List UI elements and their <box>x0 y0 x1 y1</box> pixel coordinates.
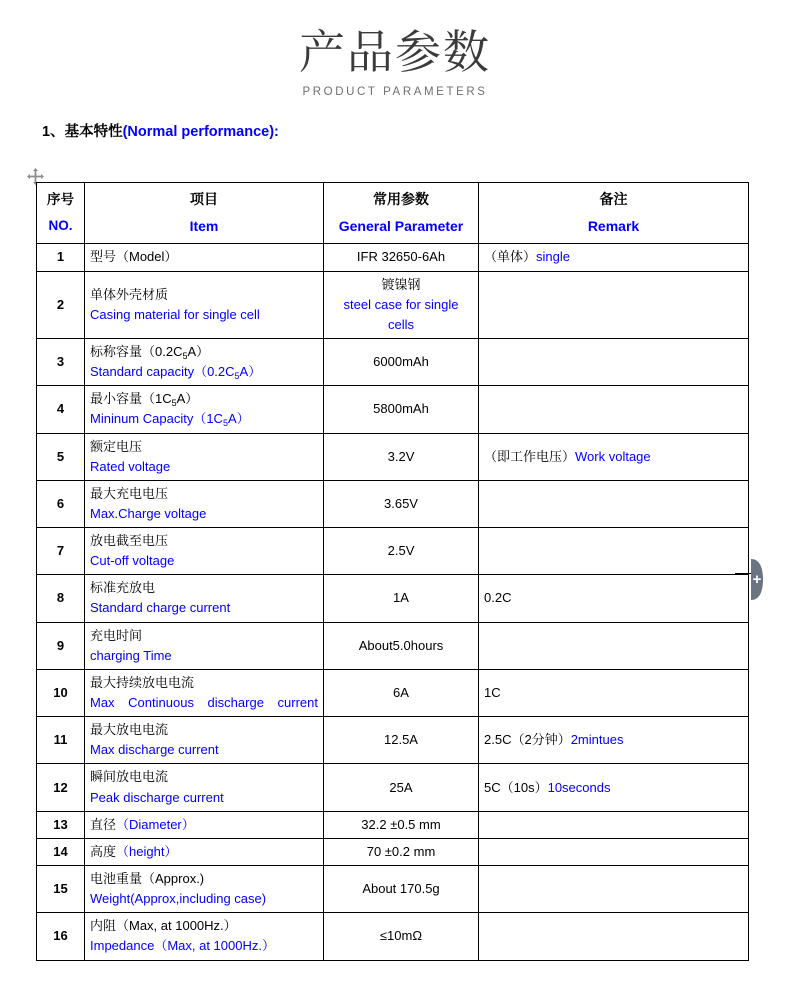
row-item <box>85 386 324 433</box>
row-parameter: About 170.5g <box>324 866 479 913</box>
section-heading-cn: 1、基本特性 <box>42 123 123 140</box>
row-remark-cn: 5C（10s） <box>484 779 548 795</box>
table-row <box>37 480 749 527</box>
row-remark-cn: （单体） <box>484 249 537 265</box>
row-parameter: 1A <box>324 575 479 622</box>
row-item-en: Impedance（Max, at 1000Hz.） <box>90 938 275 954</box>
row-item-cn: 型号（Model） <box>90 249 178 265</box>
table-row <box>37 669 749 716</box>
row-item-cn: 最大充电电压 <box>90 485 169 501</box>
row-item <box>85 528 324 575</box>
table-row <box>37 271 749 338</box>
row-parameter: 6000mAh <box>324 338 479 385</box>
row-no: 4 <box>37 386 85 433</box>
insert-column-button[interactable] <box>749 559 765 600</box>
row-remark-cn: （即工作电压） <box>484 448 576 464</box>
row-item-cn: 瞬间放电电流 <box>90 769 169 785</box>
table-row <box>37 622 749 669</box>
table-row <box>37 433 749 480</box>
table-row <box>37 575 749 622</box>
row-item-cn: 直径 <box>90 816 117 832</box>
row-parameter: 12.5A <box>324 717 479 764</box>
header-cell-item <box>85 183 324 244</box>
header-remark-cn: 备注 <box>599 191 628 207</box>
row-item-en: Weight(Approx,including case) <box>90 891 267 907</box>
row-item <box>85 480 324 527</box>
row-no: 16 <box>37 913 85 960</box>
row-no: 8 <box>37 575 85 622</box>
row-item-en: charging Time <box>90 647 172 663</box>
row-parameter: 70 ±0.2 mm <box>324 838 479 865</box>
spec-table-body <box>37 183 749 961</box>
row-item <box>85 575 324 622</box>
table-row <box>37 338 749 385</box>
row-item <box>85 866 324 913</box>
row-no: 10 <box>37 669 85 716</box>
row-item <box>85 433 324 480</box>
page-subtitle: PRODUCT PARAMETERS <box>302 85 488 98</box>
row-item-cn: 标准充放电 <box>90 580 156 596</box>
table-row <box>37 244 749 271</box>
spec-table-container <box>36 182 748 961</box>
header-parameter-en: General Parameter <box>338 217 464 234</box>
plus-icon: + <box>752 571 762 588</box>
row-remark <box>479 244 749 271</box>
header-item-en: Item <box>189 217 219 234</box>
row-item-en: Peak discharge current <box>90 789 224 805</box>
row-item-cn: 内阻（Max, at 1000Hz.） <box>90 918 237 934</box>
row-remark-en: 2mintues <box>570 732 624 748</box>
row-parameter: 5800mAh <box>324 386 479 433</box>
table-header-row <box>37 183 749 244</box>
table-row <box>37 913 749 960</box>
row-remark-cn: 2.5C（2分钟） <box>484 732 571 748</box>
row-item-cn: 额定电压 <box>90 438 143 454</box>
header-item-cn: 项目 <box>190 191 218 207</box>
page-header <box>0 0 790 98</box>
row-item-en: Max Continuous discharge current <box>90 695 318 711</box>
row-parameter: About5.0hours <box>324 622 479 669</box>
row-no: 12 <box>37 764 85 811</box>
section-heading-en: (Normal performance): <box>122 123 279 140</box>
header-cell-no <box>37 183 85 244</box>
row-no: 13 <box>37 811 85 838</box>
row-remark <box>479 433 749 480</box>
header-cell-remark <box>479 183 749 244</box>
table-row <box>37 386 749 433</box>
row-no: 6 <box>37 480 85 527</box>
row-remark <box>479 338 749 385</box>
row-item-en: Max.Charge voltage <box>90 505 207 521</box>
table-row <box>37 811 749 838</box>
table-row <box>37 717 749 764</box>
row-item-en: Mininum $Capacity(1C_5A)$ <box>90 411 250 429</box>
row-remark <box>479 866 749 913</box>
row-parameter-en: steel case for single cells <box>343 296 459 332</box>
row-item <box>85 244 324 271</box>
row-item-en: （Diameter） <box>116 816 195 832</box>
row-item-cn: 高度 <box>90 843 117 859</box>
row-remark: 0.2C <box>479 575 749 622</box>
row-item-en: Max discharge current <box>90 742 219 758</box>
row-remark <box>479 838 749 865</box>
row-no: 11 <box>37 717 85 764</box>
header-remark-en: Remark <box>587 217 640 234</box>
row-parameter: 6A <box>324 669 479 716</box>
page-title: 产品参数 <box>299 25 491 79</box>
row-remark-en: 10seconds <box>547 779 611 795</box>
row-item-cn: 最大持续放电电流 <box>90 674 195 690</box>
row-item <box>85 338 324 385</box>
row-parameter: 2.5V <box>324 528 479 575</box>
row-item <box>85 764 324 811</box>
row-parameter: 3.65V <box>324 480 479 527</box>
row-remark <box>479 528 749 575</box>
row-item <box>85 622 324 669</box>
spec-table <box>36 182 749 961</box>
row-no: 9 <box>37 622 85 669</box>
row-remark <box>479 764 749 811</box>
row-remark-en: Work voltage <box>575 448 651 464</box>
row-item-cn: 放电截至电压 <box>90 533 169 549</box>
row-item-cn: 最大放电电流 <box>90 722 169 738</box>
row-remark <box>479 717 749 764</box>
row-item-cn: 标称容量$(0.2C_5A)$ <box>90 343 210 361</box>
row-no: 1 <box>37 244 85 271</box>
table-row <box>37 866 749 913</box>
row-remark <box>479 386 749 433</box>
row-item-cn: 单体外壳材质 <box>90 286 169 302</box>
row-item-en: Rated voltage <box>90 458 171 474</box>
row-item <box>85 913 324 960</box>
row-item-en: Standard charge current <box>90 600 231 616</box>
row-remark <box>479 811 749 838</box>
row-item-en: Standard $capacity(0.2C_5A)$ <box>90 364 262 382</box>
row-remark-en: single <box>536 249 570 265</box>
row-item <box>85 838 324 865</box>
header-parameter-cn: 常用参数 <box>373 191 429 207</box>
table-row <box>37 838 749 865</box>
row-no: 15 <box>37 866 85 913</box>
row-parameter: ≤10mΩ <box>324 913 479 960</box>
header-no-cn: 序号 <box>47 191 74 207</box>
row-parameter: 25A <box>324 764 479 811</box>
row-no: 2 <box>37 271 85 338</box>
row-parameter-cn: 镀镍钢 <box>381 276 421 292</box>
row-parameter: 3.2V <box>324 433 479 480</box>
row-no: 14 <box>37 838 85 865</box>
row-item <box>85 717 324 764</box>
row-item <box>85 669 324 716</box>
row-item <box>85 811 324 838</box>
row-remark <box>479 622 749 669</box>
row-no: 5 <box>37 433 85 480</box>
header-cell-parameter <box>324 183 479 244</box>
row-remark <box>479 271 749 338</box>
row-no: 3 <box>37 338 85 385</box>
row-no: 7 <box>37 528 85 575</box>
row-remark <box>479 913 749 960</box>
row-remark: 1C <box>479 669 749 716</box>
row-item-en: Cut-off voltage <box>90 553 175 569</box>
row-remark <box>479 480 749 527</box>
row-item-en: Casing material for single cell <box>90 306 260 322</box>
section-heading <box>42 124 790 141</box>
header-no-en: NO. <box>48 217 73 233</box>
row-item-cn: 充电时间 <box>90 627 143 643</box>
table-row <box>37 528 749 575</box>
table-row <box>37 764 749 811</box>
row-parameter: 32.2 ±0.5 mm <box>324 811 479 838</box>
row-parameter <box>324 271 479 338</box>
row-item-en: （height） <box>116 843 178 859</box>
row-item <box>85 271 324 338</box>
row-item-cn: 最小容量$(1C_5A)$ <box>90 391 199 409</box>
row-parameter: IFR 32650-6Ah <box>324 244 479 271</box>
row-item-cn: 电池重量（Approx.) <box>90 871 205 887</box>
